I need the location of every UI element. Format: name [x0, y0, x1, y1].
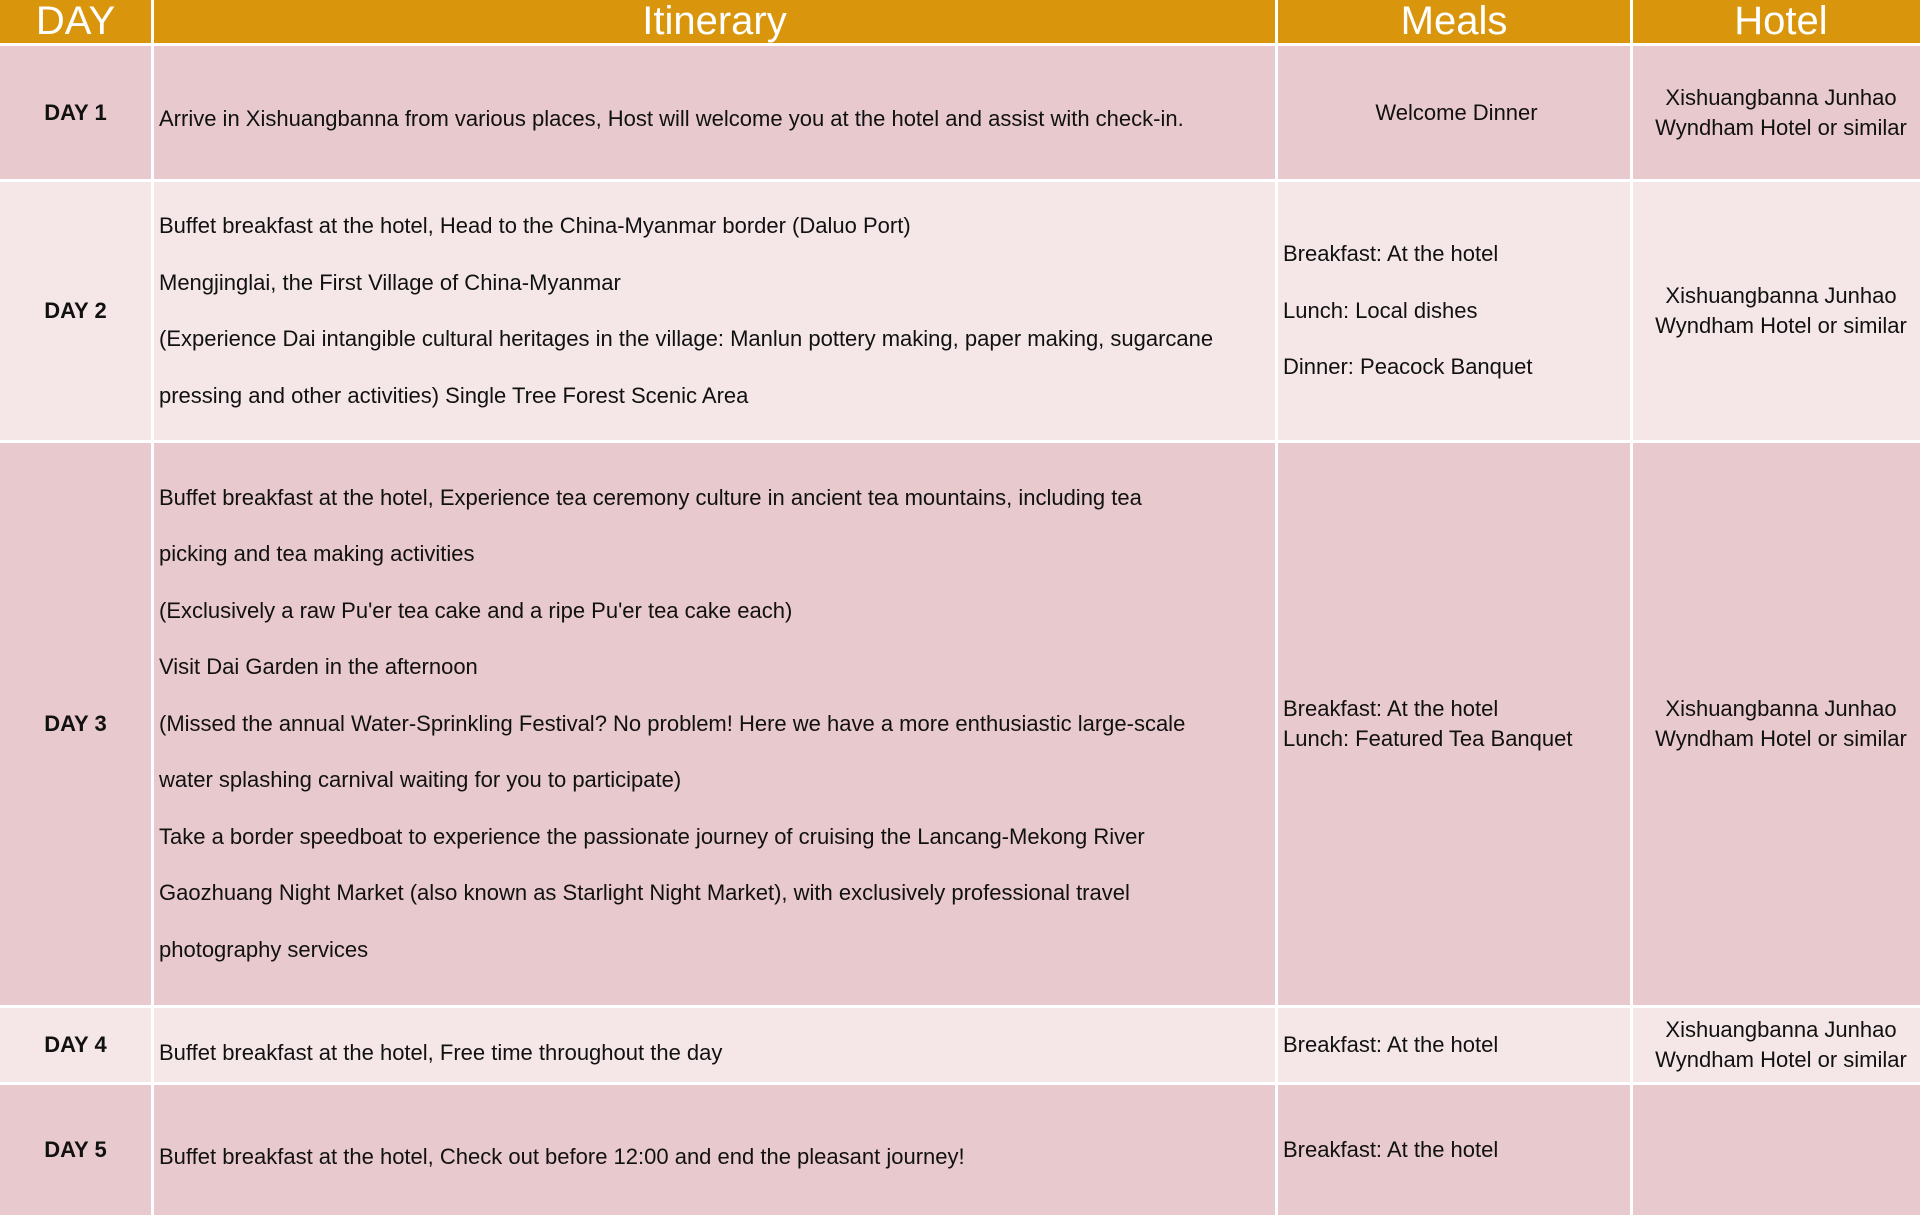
day-label: DAY 5: [0, 1085, 151, 1215]
meals-cell: [1278, 46, 1630, 179]
hotel-line: Wyndham Hotel or similar: [1655, 313, 1907, 338]
meals-cell: [1278, 443, 1630, 1005]
itinerary-cell: [154, 46, 1275, 179]
itinerary-line: pressing and other activities) Single Tree Forest Scenic Area: [159, 382, 749, 408]
meal-line: Breakfast: At the hotel: [1283, 241, 1499, 267]
day-label: DAY 3: [0, 443, 151, 1005]
hotel-cell: [1633, 1085, 1920, 1215]
header-itinerary: Itinerary: [154, 0, 1275, 43]
meal-line: Welcome Dinner: [1375, 99, 1538, 125]
itinerary-line: picking and tea making activities: [159, 541, 475, 567]
itinerary-line: Buffet breakfast at the hotel, Free time throughout the day: [159, 1040, 723, 1065]
day-label: DAY 4: [0, 1008, 151, 1082]
hotel-line: Wyndham Hotel or similar: [1655, 1047, 1907, 1072]
itinerary-line: Arrive in Xishuangbanna from various places, Host will welcome you at the hotel and assist with check-in.: [159, 106, 1184, 132]
itinerary-line: Visit Dai Garden in the afternoon: [159, 654, 478, 680]
meal-line: Breakfast: At the hotel: [1283, 1137, 1499, 1162]
day-label: DAY 2: [0, 182, 151, 440]
meals-cell: [1278, 1008, 1630, 1082]
meal-line: Dinner: Peacock Banquet: [1283, 354, 1533, 380]
hotel-line: Xishuangbanna Junhao: [1665, 1017, 1897, 1042]
itinerary-cell: [154, 1085, 1275, 1215]
itinerary-cell: [154, 1008, 1275, 1082]
itinerary-line: water splashing carnival waiting for you to participate): [159, 767, 682, 793]
hotel-cell: [1633, 46, 1920, 179]
hotel-cell: [1633, 182, 1920, 440]
meals-cell: [1278, 1085, 1630, 1215]
hotel-cell: [1633, 443, 1920, 1005]
hotel-line: Xishuangbanna Junhao: [1665, 696, 1897, 721]
header-hotel: Hotel: [1633, 0, 1920, 43]
itinerary-line: Take a border speedboat to experience the passionate journey of cruising the Lancang-Mekong River: [159, 823, 1145, 849]
header-day: DAY: [0, 0, 151, 43]
itinerary-cell: [154, 443, 1275, 1005]
itinerary-line: Buffet breakfast at the hotel, Head to the China-Myanmar border (Daluo Port): [159, 213, 911, 238]
itinerary-line: (Missed the annual Water-Sprinkling Festival? No problem! Here we have a more enthusiastic large-scale: [159, 710, 1186, 736]
itinerary-line: Buffet breakfast at the hotel, Check out before 12:00 and end the pleasant journey!: [159, 1143, 965, 1169]
hotel-line: Xishuangbanna Junhao: [1665, 283, 1897, 308]
itinerary-line: Mengjinglai, the First Village of China-Myanmar: [159, 269, 621, 295]
itinerary-line: Gaozhuang Night Market (also known as Starlight Night Market), with exclusively professional travel: [159, 880, 1130, 906]
itinerary-cell: [154, 182, 1275, 440]
itinerary-line: photography services: [159, 936, 369, 962]
meals-cell: [1278, 182, 1630, 440]
hotel-line: Wyndham Hotel or similar: [1655, 726, 1907, 751]
meal-line: Lunch: Local dishes: [1283, 297, 1478, 323]
header-meals: Meals: [1278, 0, 1630, 43]
hotel-line: Wyndham Hotel or similar: [1655, 114, 1907, 140]
itinerary-line: (Experience Dai intangible cultural heritages in the village: Manlun pottery making, paper making, sugarcane: [159, 326, 1214, 351]
meal-line: Breakfast: At the hotel: [1283, 1032, 1499, 1057]
itinerary-line: (Exclusively a raw Pu'er tea cake and a ripe Pu'er tea cake each): [159, 597, 793, 623]
hotel-line: Xishuangbanna Junhao: [1665, 84, 1897, 110]
meal-line: Lunch: Featured Tea Banquet: [1283, 726, 1573, 751]
meal-line: Breakfast: At the hotel: [1283, 696, 1499, 721]
itinerary-line: Buffet breakfast at the hotel, Experience tea ceremony culture in ancient tea mountains, including tea: [159, 484, 1142, 510]
hotel-cell: [1633, 1008, 1920, 1082]
day-label: DAY 1: [0, 46, 151, 179]
